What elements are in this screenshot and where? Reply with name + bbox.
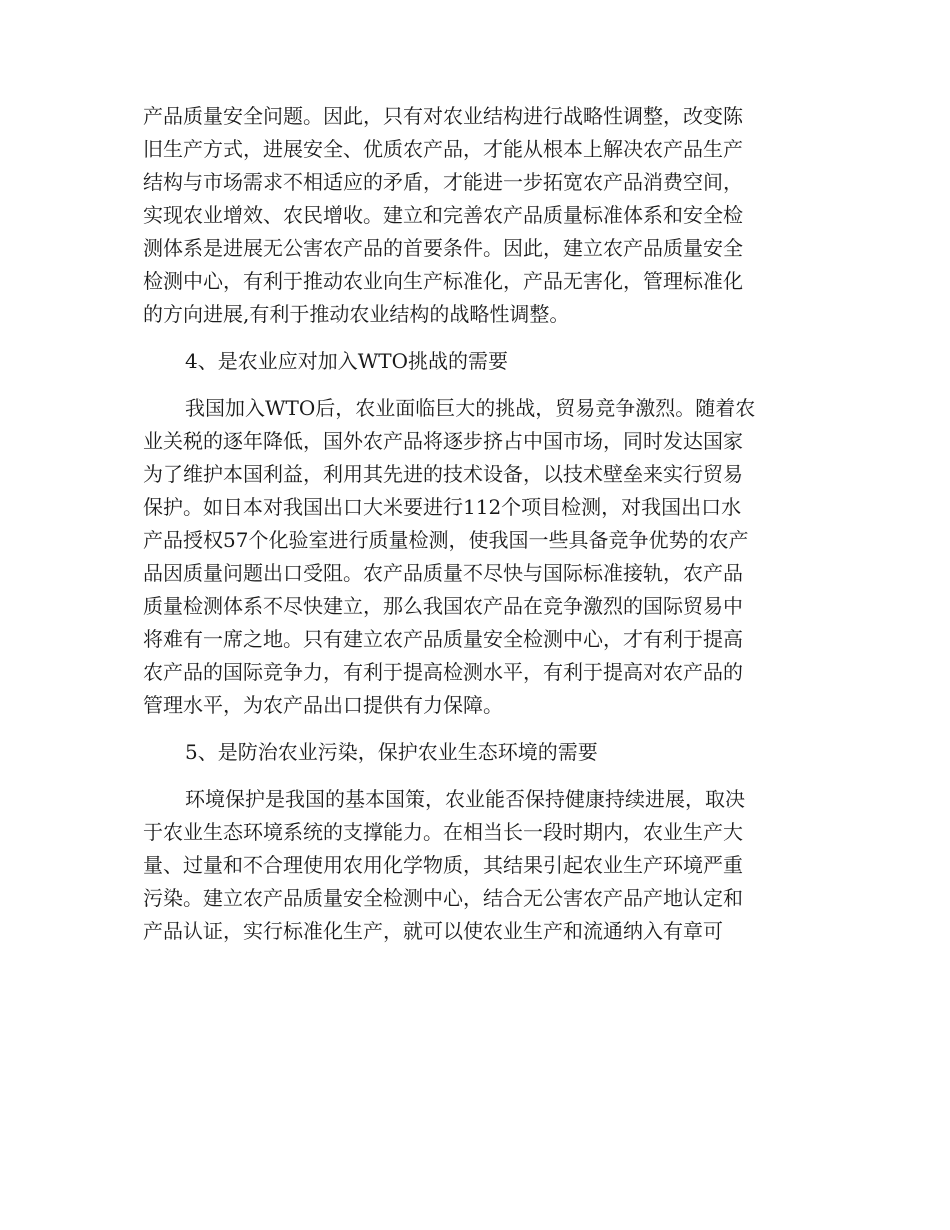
paragraph-line: 将难有一席之地。只有建立农产品质量安全检测中心，才有利于提高 [143, 627, 743, 651]
section-heading: 4、是农业应对加入WTO挑战的需要 [185, 349, 509, 373]
paragraph-line: 产品认证，实行标准化生产，就可以使农业生产和流通纳入有章可 [143, 919, 723, 943]
paragraph-line: 实现农业增效、农民增收。建立和完善农产品质量标准体系和安全检 [143, 203, 743, 227]
paragraph-line: 业关税的逐年降低，国外农产品将逐步挤占中国市场，同时发达国家 [143, 429, 743, 453]
paragraph-line: 管理水平，为农产品出口提供有力保障。 [143, 693, 503, 717]
paragraph [143, 392, 803, 722]
paragraph-line: 品因质量问题出口受阻。农产品质量不尽快与国际标准接轨，农产品 [143, 561, 743, 585]
paragraph-line: 农产品的国际竞争力，有利于提高检测水平，有利于提高对农产品的 [143, 660, 743, 684]
paragraph-line: 我国加入WTO后，农业面临巨大的挑战，贸易竞争激烈。随着农 [185, 396, 756, 420]
paragraph-line: 的方向进展,有利于推动农业结构的战略性调整。 [143, 302, 570, 326]
paragraph [143, 100, 803, 331]
paragraph-line: 质量检测体系不尽快建立，那么我国农产品在竞争激烈的国际贸易中 [143, 594, 743, 618]
paragraph-line: 产品授权57个化验室进行质量检测，使我国一些具备竞争优势的农产 [143, 528, 749, 552]
paragraph [143, 783, 803, 948]
document-body [143, 100, 803, 948]
section-heading: 5、是防治农业污染，保护农业生态环境的需要 [185, 740, 598, 764]
paragraph-line: 产品质量安全问题。因此，只有对农业结构进行战略性调整，改变陈 [143, 104, 743, 128]
paragraph-line: 测体系是进展无公害农产品的首要条件。因此，建立农产品质量安全 [143, 236, 743, 260]
paragraph-line: 旧生产方式，进展安全、优质农产品，才能从根本上解决农产品生产 [143, 137, 743, 161]
paragraph-line: 保护。如日本对我国出口大米要进行112个项目检测，对我国出口水 [143, 495, 742, 519]
paragraph-line: 环境保护是我国的基本国策，农业能否保持健康持续进展，取决 [185, 787, 745, 811]
paragraph-line: 结构与市场需求不相适应的矛盾，才能进一步拓宽农产品消费空间， [143, 170, 743, 194]
paragraph-line: 污染。建立农产品质量安全检测中心，结合无公害农产品产地认定和 [143, 886, 743, 910]
paragraph-line: 于农业生态环境系统的支撑能力。在相当长一段时期内，农业生产大 [143, 820, 743, 844]
paragraph-line: 为了维护本国利益，利用其先进的技术设备，以技术壁垒来实行贸易 [143, 462, 743, 486]
paragraph-line: 量、过量和不合理使用农用化学物质，其结果引起农业生产环境严重 [143, 853, 743, 877]
paragraph-line: 检测中心，有利于推动农业向生产标准化，产品无害化，管理标准化 [143, 269, 743, 293]
